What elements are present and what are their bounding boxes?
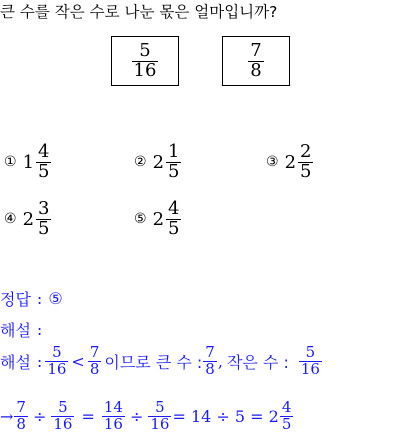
solution-line [0, 345, 323, 378]
numerator: 7 [205, 343, 215, 361]
equals-sign: = [81, 406, 95, 426]
numerator: 7 [16, 398, 26, 416]
option-3[interactable] [266, 143, 314, 182]
calc-result-fraction [280, 400, 294, 433]
fraction [132, 39, 159, 81]
numerator: 1 [168, 141, 180, 162]
calc-fraction-b [51, 400, 74, 433]
solution-colon: : [36, 351, 43, 371]
option-whole: 2 [152, 151, 165, 173]
option-fraction [166, 200, 181, 239]
numerator: 7 [250, 39, 262, 61]
calc-middle-text: = 14 ÷ 5 = 2 [172, 406, 279, 426]
denominator: 16 [133, 59, 157, 81]
denominator: 5 [38, 160, 50, 182]
numerator: 4 [38, 141, 50, 162]
answer-colon: : [36, 289, 43, 308]
question-text: 큰 수를 작은 수로 나눈 몫은 얼마입니까? [0, 3, 278, 21]
fraction-box-1 [111, 36, 179, 86]
fraction-box-2 [222, 36, 290, 86]
numerator: 5 [155, 398, 165, 416]
divide-sign: ÷ [32, 406, 47, 426]
numerator: 5 [58, 398, 68, 416]
numerator: 5 [139, 39, 151, 61]
denominator: 16 [103, 414, 123, 433]
denominator: 16 [150, 414, 170, 433]
numerator: 5 [305, 343, 316, 361]
option-fraction [298, 143, 313, 182]
answer-label: 정답 [0, 290, 31, 309]
option-marker: ③ [266, 154, 279, 171]
option-whole: 2 [152, 208, 165, 230]
option-5[interactable] [134, 200, 182, 239]
solution-fraction-2 [88, 345, 102, 378]
option-whole: 2 [284, 151, 297, 173]
answer-line [0, 287, 63, 310]
fraction [248, 39, 263, 81]
denominator: 5 [281, 414, 292, 433]
solution-fraction-3 [203, 345, 217, 378]
denominator: 8 [205, 359, 215, 378]
option-fraction [36, 200, 51, 239]
option-marker: ① [4, 154, 17, 171]
denominator: 5 [168, 160, 180, 182]
solution-text-2: 작은 수 : [226, 352, 289, 372]
solution-fraction-1 [45, 345, 68, 378]
answer-value: ⑤ [48, 289, 63, 308]
denominator: 5 [38, 217, 50, 239]
option-marker: ② [134, 154, 147, 171]
less-than-sign: < [71, 351, 85, 371]
option-fraction [166, 143, 181, 182]
solution-fraction-4 [299, 345, 322, 378]
option-fraction [36, 143, 51, 182]
denominator: 8 [16, 414, 26, 433]
option-marker: ⑤ [134, 211, 147, 228]
denominator: 5 [168, 217, 180, 239]
explanation-label: 해설 [0, 321, 31, 340]
comma: , [217, 351, 223, 371]
numerator: 5 [52, 343, 62, 361]
arrow-symbol: → [0, 406, 14, 426]
calc-fraction-c [102, 400, 125, 433]
explanation-colon: : [36, 320, 43, 339]
numerator: 2 [300, 141, 312, 162]
option-2[interactable] [134, 143, 182, 182]
calc-fraction-d [148, 400, 171, 433]
denominator: 16 [53, 414, 73, 433]
solution-label: 해설 [0, 352, 31, 372]
numerator: 3 [38, 198, 50, 219]
option-4[interactable] [4, 200, 52, 239]
denominator: 16 [300, 359, 320, 378]
denominator: 8 [89, 359, 100, 378]
numerator: 14 [103, 398, 123, 416]
numerator: 7 [89, 343, 100, 361]
option-marker: ④ [4, 211, 17, 228]
divide-sign: ÷ [129, 406, 144, 426]
explanation-line [0, 318, 48, 341]
option-whole: 1 [22, 151, 35, 173]
denominator: 8 [250, 59, 262, 81]
calc-fraction-a [14, 400, 28, 433]
denominator: 5 [300, 160, 312, 182]
option-whole: 2 [22, 208, 35, 230]
numerator: 4 [168, 198, 180, 219]
denominator: 16 [47, 359, 67, 378]
solution-text-1: 이므로 큰 수 : [104, 352, 203, 372]
option-1[interactable] [4, 143, 52, 182]
calculation-line [0, 400, 294, 433]
numerator: 4 [281, 398, 292, 416]
